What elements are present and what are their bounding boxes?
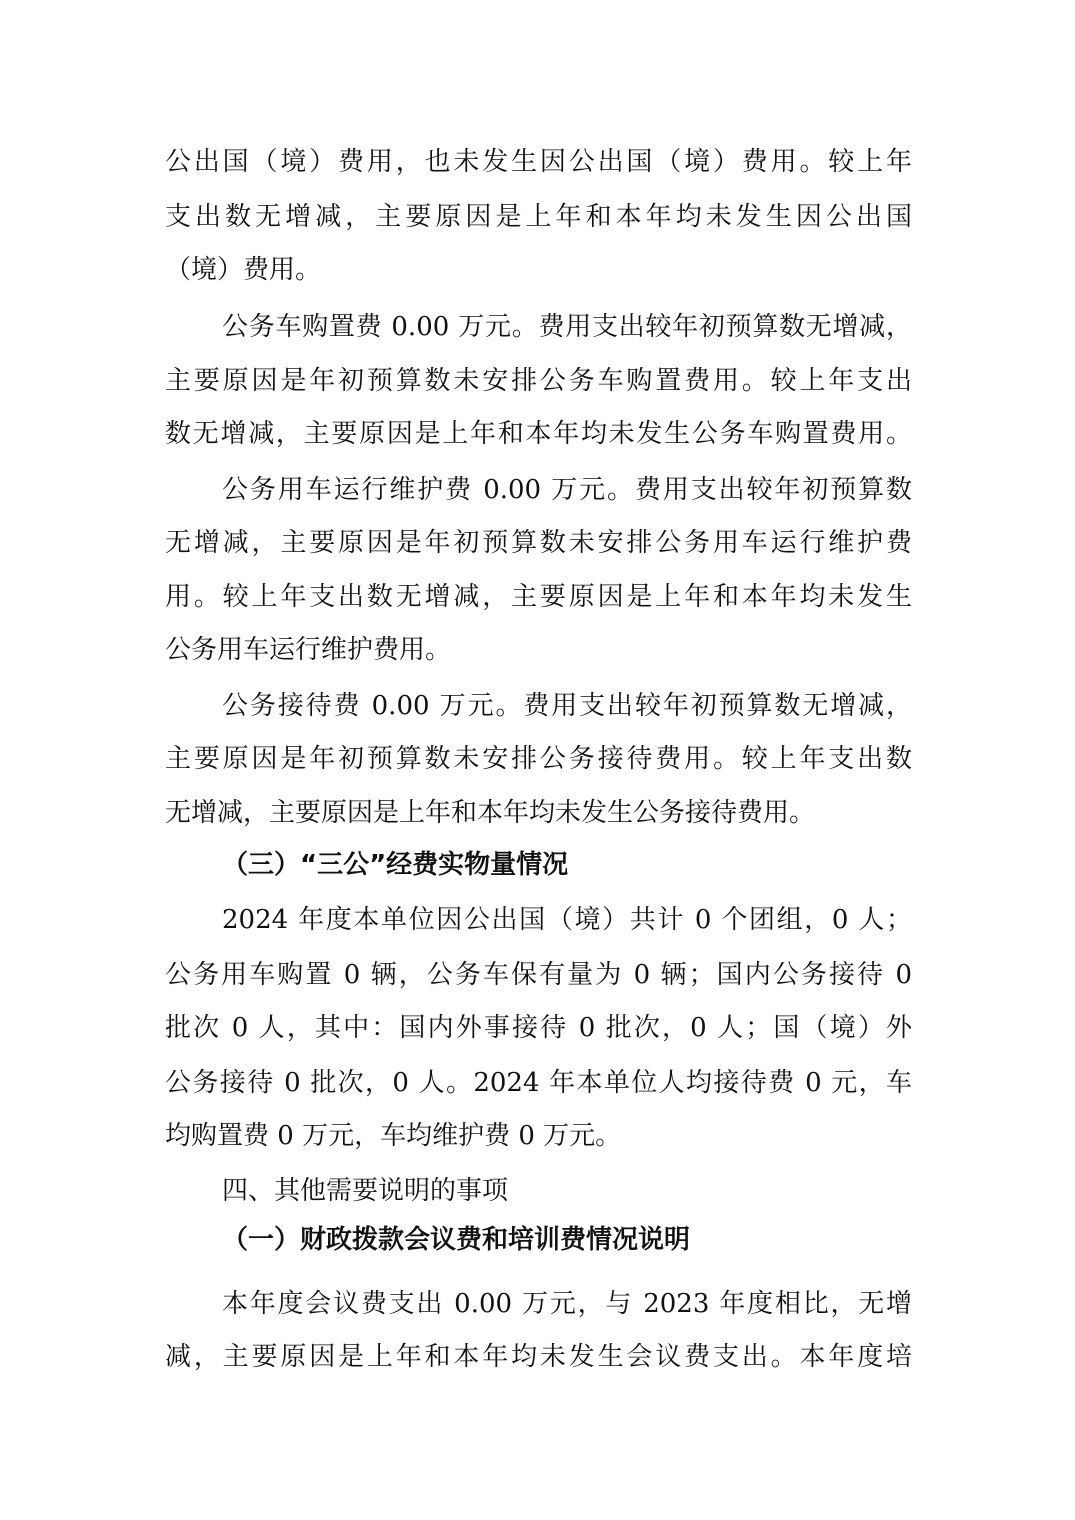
text-line: 公务接待 0 批次，0 人。2024 年本单位人均接待费 0 元，车	[165, 1068, 912, 1098]
text-line: 主要原因是年初预算数未安排公务接待费用。较上年支出数	[165, 744, 912, 774]
text-line: 批次 0 人，其中：国内外事接待 0 批次，0 人；国（境）外	[165, 1013, 912, 1043]
text-line: 2024 年度本单位因公出国（境）共计 0 个团组，0 人；	[222, 905, 912, 935]
text-line: 公务用车运行维护费用。	[165, 635, 452, 665]
subsection-heading: （一）财政拨款会议费和培训费情况说明	[222, 1225, 691, 1255]
text-line: 公务车购置费 0.00 万元。费用支出较年初预算数无增减，	[222, 312, 912, 342]
text-line: （境）费用。	[165, 255, 322, 285]
text-line: 减，主要原因是上年和本年均未发生会议费支出。本年度培	[165, 1342, 912, 1372]
text-line: 公出国（境）费用，也未发生因公出国（境）费用。较上年	[165, 147, 912, 177]
text-line: 主要原因是年初预算数未安排公务车购置费用。较上年支出	[165, 366, 912, 396]
text-line: 公务用车运行维护费 0.00 万元。费用支出较年初预算数	[222, 475, 912, 505]
text-line: 用。较上年支出数无增减，主要原因是上年和本年均未发生	[165, 582, 912, 612]
text-line: 支出数无增减，主要原因是上年和本年均未发生因公出国	[165, 202, 912, 232]
text-line: 均购置费 0 万元，车均维护费 0 万元。	[165, 1121, 622, 1151]
text-line: 数无增减，主要原因是上年和本年均未发生公务车购置费用。	[165, 419, 912, 449]
text-line: 无增减，主要原因是年初预算数未安排公务用车运行维护费	[165, 528, 912, 558]
text-line: 公务用车购置 0 辆，公务车保有量为 0 辆；国内公务接待 0	[165, 960, 912, 990]
section-heading: （三）“三公”经费实物量情况	[222, 850, 569, 880]
text-line: 公务接待费 0.00 万元。费用支出较年初预算数无增减，	[222, 691, 912, 721]
text-line: 无增减，主要原因是上年和本年均未发生公务接待费用。	[165, 798, 816, 828]
text-line: 本年度会议费支出 0.00 万元，与 2023 年度相比，无增	[222, 1289, 912, 1319]
section-heading: 四、其他需要说明的事项	[222, 1176, 509, 1206]
